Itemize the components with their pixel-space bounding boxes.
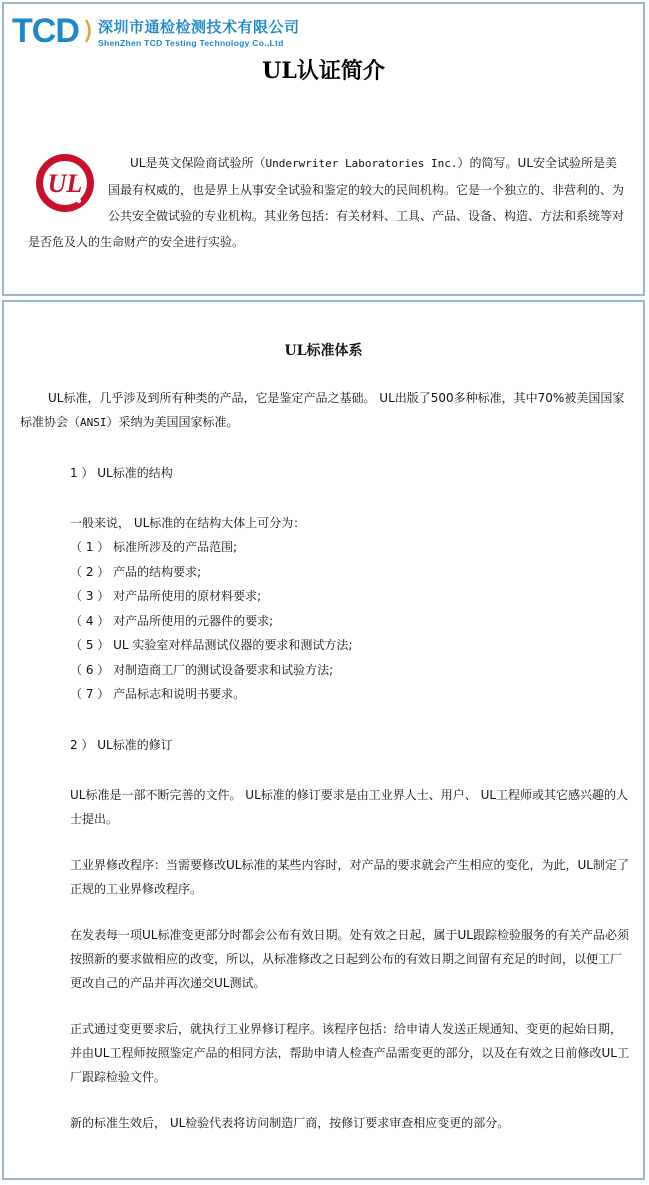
company-name-cn: 深圳市通检检测技术有限公司	[98, 18, 300, 36]
company-name-en: ShenZhen TCD Testing Technology Co.,Ltd	[98, 38, 284, 48]
intro-panel	[2, 2, 645, 296]
logo-text: TCD	[12, 12, 79, 50]
section2-paragraph: 正式通过变更要求后，就执行工业界修订程序。该程序包括：给申请人发送正规通知、变更的起始日期，并由UL工程师按照鉴定产品的相同方法，帮助申请人检查产品需变更的部分，以及在有效之日前修改UL工厂跟踪检验文件。	[70, 1021, 629, 1084]
standards-panel	[2, 300, 645, 1180]
logo-arc-icon	[84, 18, 94, 44]
list-item: （ 3 ） 对产品所使用的原材料要求;	[70, 589, 262, 603]
ul-logo-text: UL	[47, 169, 83, 198]
standards-intro-a: UL标准，几乎涉及到所有种类的产品，它是鉴定产品之基础。 UL出版了500多种标准，其中70%被美国国家标准协会（	[20, 391, 625, 429]
standards-body	[20, 386, 630, 1135]
list-item: （ 2 ） 产品的结构要求;	[70, 564, 202, 579]
list-item: （ 4 ） 对产品所使用的元器件的要求;	[70, 613, 274, 628]
section2-paragraph: 工业界修改程序：当需要修改UL标准的某些内容时，对产品的要求就会产生相应的变化，为此，UL制定了正规的工业界修改程序。	[70, 857, 629, 896]
standards-intro-ansi: ANSI	[80, 416, 107, 429]
standards-intro-b: ）采纳为美国国家标准。	[106, 415, 239, 429]
section2-paragraph: 新的标准生效后， UL检验代表将访问制造厂商，按修订要求审查相应变更的部分。	[70, 1115, 510, 1130]
list-item: （ 5 ） UL 实验室对样品测试仪器的要求和测试方法;	[70, 638, 353, 652]
section1-heading: 1 ） UL标准的结构	[70, 466, 173, 480]
section2-paragraph: UL标准是一部不断完善的文件。 UL标准的修订要求是由工业界人士、用户、 UL工程师或其它感兴趣的人士提出。	[70, 787, 629, 826]
list-item: （ 6 ） 对制造商工厂的测试设备要求和试验方法;	[70, 662, 334, 677]
company-logo	[12, 14, 312, 54]
section1-lead: 一般来说， UL标准的在结构大体上可分为：	[70, 516, 306, 530]
intro-paragraph	[28, 150, 624, 255]
standards-intro	[20, 386, 630, 435]
intro-text-a: UL是英文保险商试验所（	[130, 156, 266, 170]
section2-paragraph: 在发表每一项UL标准变更部分时都会公布有效日期。处有效之日起，属于UL跟踪检验服务的有关产品必须按照新的要求做相应的改变，所以，从标准修改之日起到公布的有效日期之间留有充足的时间，以便工厂更改自己的产品并再次递交UL测试。	[70, 927, 629, 990]
page-title: UL认证简介	[262, 58, 385, 84]
intro-text-b: ）的简写。UL安全试验所是美国最有权威的，也是界上从事安全试验和鉴定的较大的民间机构。它是一个独立的、非营利的、为公共安全做试验的专业机构。其业务包括：有关材料、工具、产品、设备、构造、方法和系统等对是否危及人的生命财产的安全进行实验。	[28, 156, 625, 249]
list-item: （ 7 ） 产品标志和说明书要求。	[70, 687, 246, 701]
section-title: UL标准体系	[284, 343, 363, 359]
list-item: （ 1 ） 标准所涉及的产品范围;	[70, 540, 238, 554]
intro-text-english: Underwriter Laboratories Inc.	[265, 157, 458, 170]
section2-heading: 2 ） UL标准的修订	[70, 737, 173, 752]
